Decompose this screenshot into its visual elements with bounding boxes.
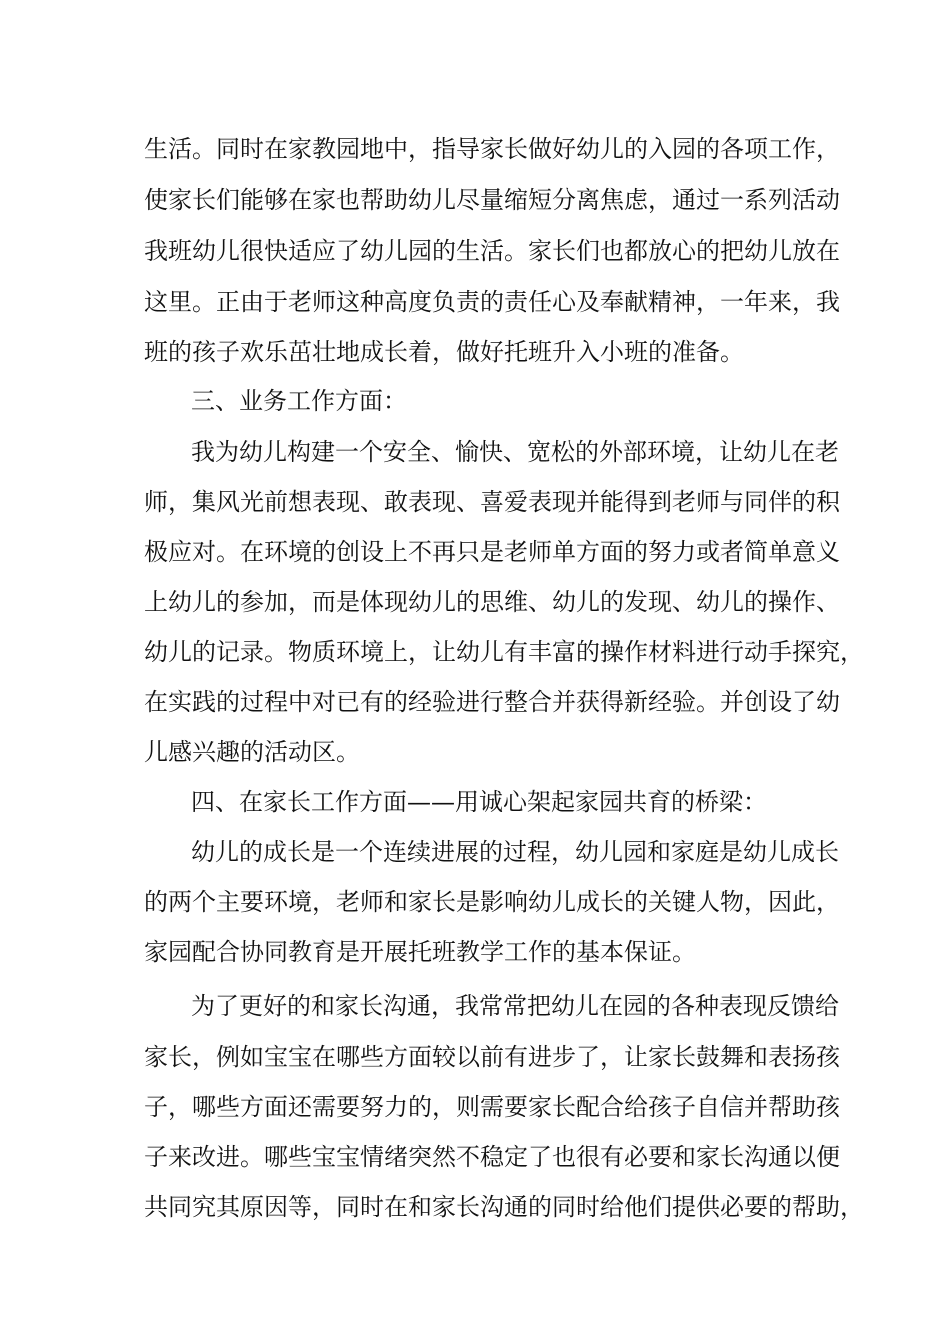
section-heading: 三、业务工作方面： (191, 387, 407, 415)
text-line: 幼儿的成长是一个连续进展的过程，幼儿园和家庭是幼儿成长 (191, 838, 839, 866)
text-line: 我班幼儿很快适应了幼儿园的生活。家长们也都放心的把幼儿放在 (144, 237, 840, 265)
text-line: 这里。正由于老师这种高度负责的责任心及奉献精神，一年来，我 (144, 288, 840, 316)
text-line: 使家长们能够在家也帮助幼儿尽量缩短分离焦虑，通过一系列活动 (144, 186, 840, 214)
text-line: 上幼儿的参加，而是体现幼儿的思维、幼儿的发现、幼儿的操作、 (144, 588, 840, 616)
text-line: 师，集风光前想表现、敢表现、喜爱表现并能得到老师与同伴的积 (144, 488, 840, 516)
text-line: 极应对。在环境的创设上不再只是老师单方面的努力或者简单意义 (144, 538, 840, 566)
text-line: 家长，例如宝宝在哪些方面较以前有进步了，让家长鼓舞和表扬孩 (144, 1043, 840, 1071)
text-line: 为了更好的和家长沟通，我常常把幼儿在园的各种表现反馈给 (191, 992, 839, 1020)
text-line: 我为幼儿构建一个安全、愉快、宽松的外部环境，让幼儿在老 (191, 438, 839, 466)
text-line: 子，哪些方面还需要努力的，则需要家长配合给孩子自信并帮助孩 (144, 1093, 840, 1121)
text-line: 在实践的过程中对已有的经验进行整合并获得新经验。并创设了幼 (144, 688, 840, 716)
text-line: 幼儿的记录。物质环境上，让幼儿有丰富的操作材料进行动手探究， (144, 638, 864, 666)
section-heading: 四、在家长工作方面——用诚心架起家园共育的桥梁： (191, 788, 767, 816)
text-line: 的两个主要环境，老师和家长是影响幼儿成长的关键人物，因此， (144, 888, 840, 916)
text-line: 家园配合协同教育是开展托班教学工作的基本保证。 (144, 938, 696, 966)
text-line: 班的孩子欢乐茁壮地成长着，做好托班升入小班的准备。 (144, 338, 744, 366)
text-line: 共同究其原因等，同时在和家长沟通的同时给他们提供必要的帮助， (144, 1193, 864, 1221)
text-line: 儿感兴趣的活动区。 (144, 738, 360, 766)
text-line: 子来改进。哪些宝宝情绪突然不稳定了也很有必要和家长沟通以便 (144, 1143, 840, 1171)
text-line: 生活。同时在家教园地中，指导家长做好幼儿的入园的各项工作， (144, 135, 840, 163)
